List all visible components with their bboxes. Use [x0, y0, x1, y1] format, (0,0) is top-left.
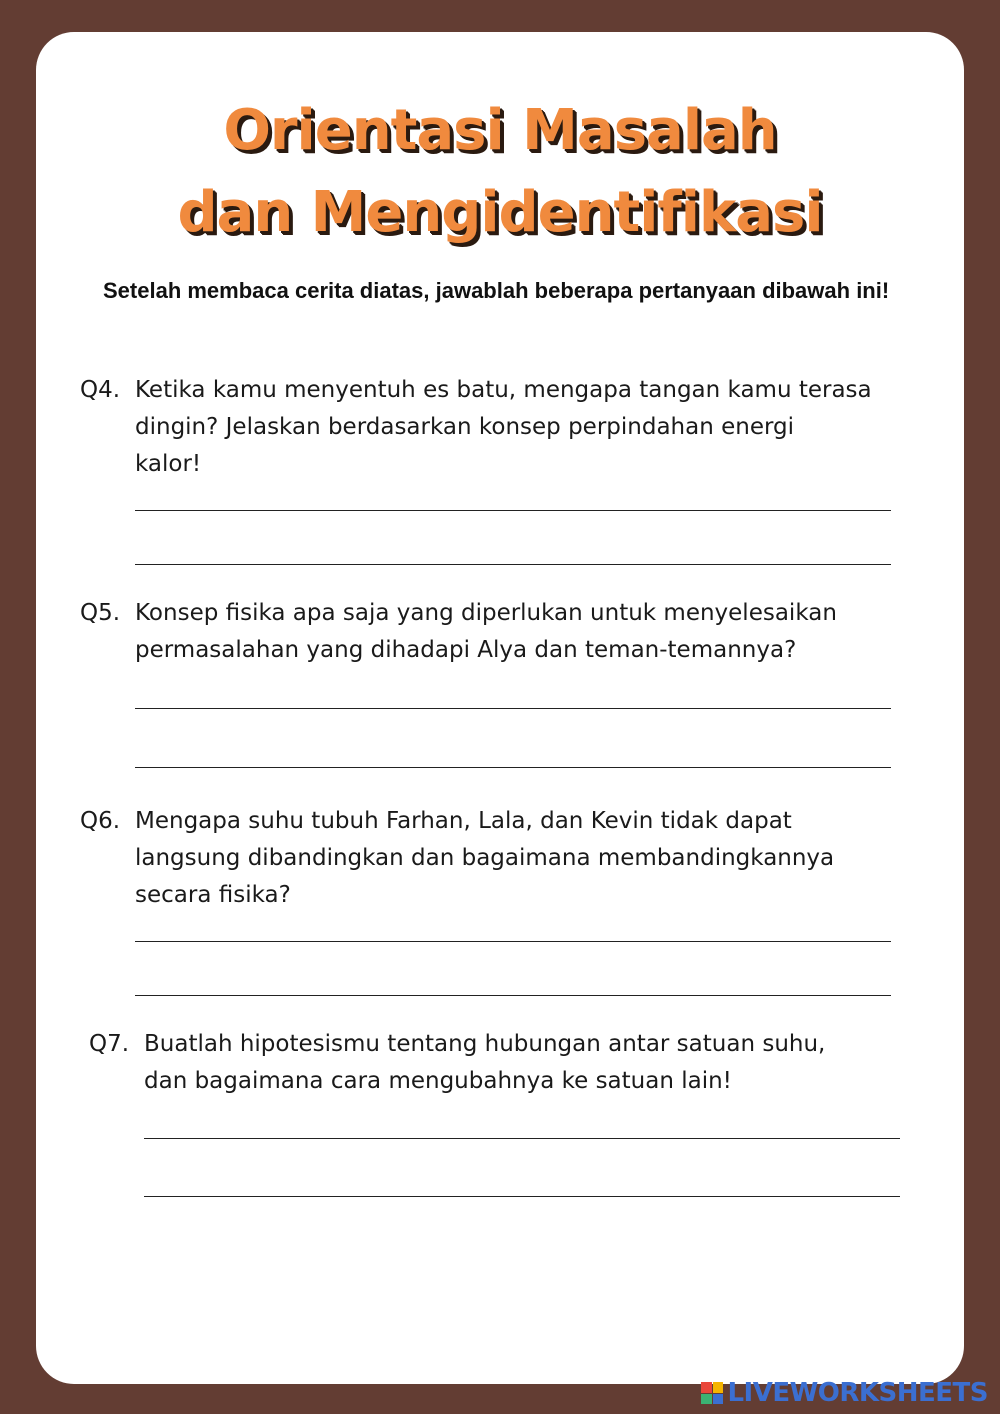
- instructions: Setelah membaca cerita diatas, jawablah beberapa pertanyaan dibawah ini!: [103, 278, 890, 303]
- answer-line-q6-1[interactable]: [135, 941, 891, 942]
- question-number: Q6.: [80, 808, 121, 834]
- answer-line-q5-2[interactable]: [135, 767, 891, 768]
- question-text-line: permasalahan yang dihadapi Alya dan teman-temannya?: [135, 637, 797, 663]
- logo-square: [701, 1394, 712, 1405]
- answer-line-q6-2[interactable]: [135, 995, 891, 996]
- answer-line-q5-1[interactable]: [135, 708, 891, 709]
- liveworksheets-watermark[interactable]: [701, 1378, 988, 1408]
- title-line-1: Orientasi Masalah: [223, 98, 777, 163]
- question-text-line: Mengapa suhu tubuh Farhan, Lala, dan Kevin tidak dapat: [135, 808, 792, 834]
- answer-line-q7-2[interactable]: [144, 1196, 900, 1197]
- logo-square: [701, 1382, 712, 1393]
- logo-square: [713, 1394, 724, 1405]
- answer-line-q4-1[interactable]: [135, 510, 891, 511]
- question-number: Q7.: [89, 1031, 130, 1057]
- question-number: Q4.: [80, 377, 121, 403]
- question-text-line: Buatlah hipotesismu tentang hubungan antar satuan suhu,: [144, 1031, 826, 1057]
- question-text-line: Ketika kamu menyentuh es batu, mengapa tangan kamu terasa: [135, 377, 872, 403]
- question-text-line: dan bagaimana cara mengubahnya ke satuan lain!: [144, 1068, 732, 1094]
- question-number: Q5.: [80, 600, 121, 626]
- title-line-2: dan Mengidentifikasi: [177, 180, 823, 245]
- question-text-line: secara fisika?: [135, 882, 291, 908]
- answer-line-q4-2[interactable]: [135, 564, 891, 565]
- watermark-text: LIVEWORKSHEETS: [727, 1378, 988, 1408]
- worksheet-page: [36, 32, 964, 1384]
- liveworksheets-logo-icon: [701, 1382, 723, 1404]
- question-text-line: kalor!: [135, 451, 202, 477]
- question-text-line: Konsep fisika apa saja yang diperlukan untuk menyelesaikan: [135, 600, 837, 626]
- question-text-line: langsung dibandingkan dan bagaimana membandingkannya: [135, 845, 835, 871]
- answer-line-q7-1[interactable]: [144, 1138, 900, 1139]
- page-title: [36, 90, 964, 254]
- logo-square: [713, 1382, 724, 1393]
- question-text-line: dingin? Jelaskan berdasarkan konsep perpindahan energi: [135, 414, 795, 440]
